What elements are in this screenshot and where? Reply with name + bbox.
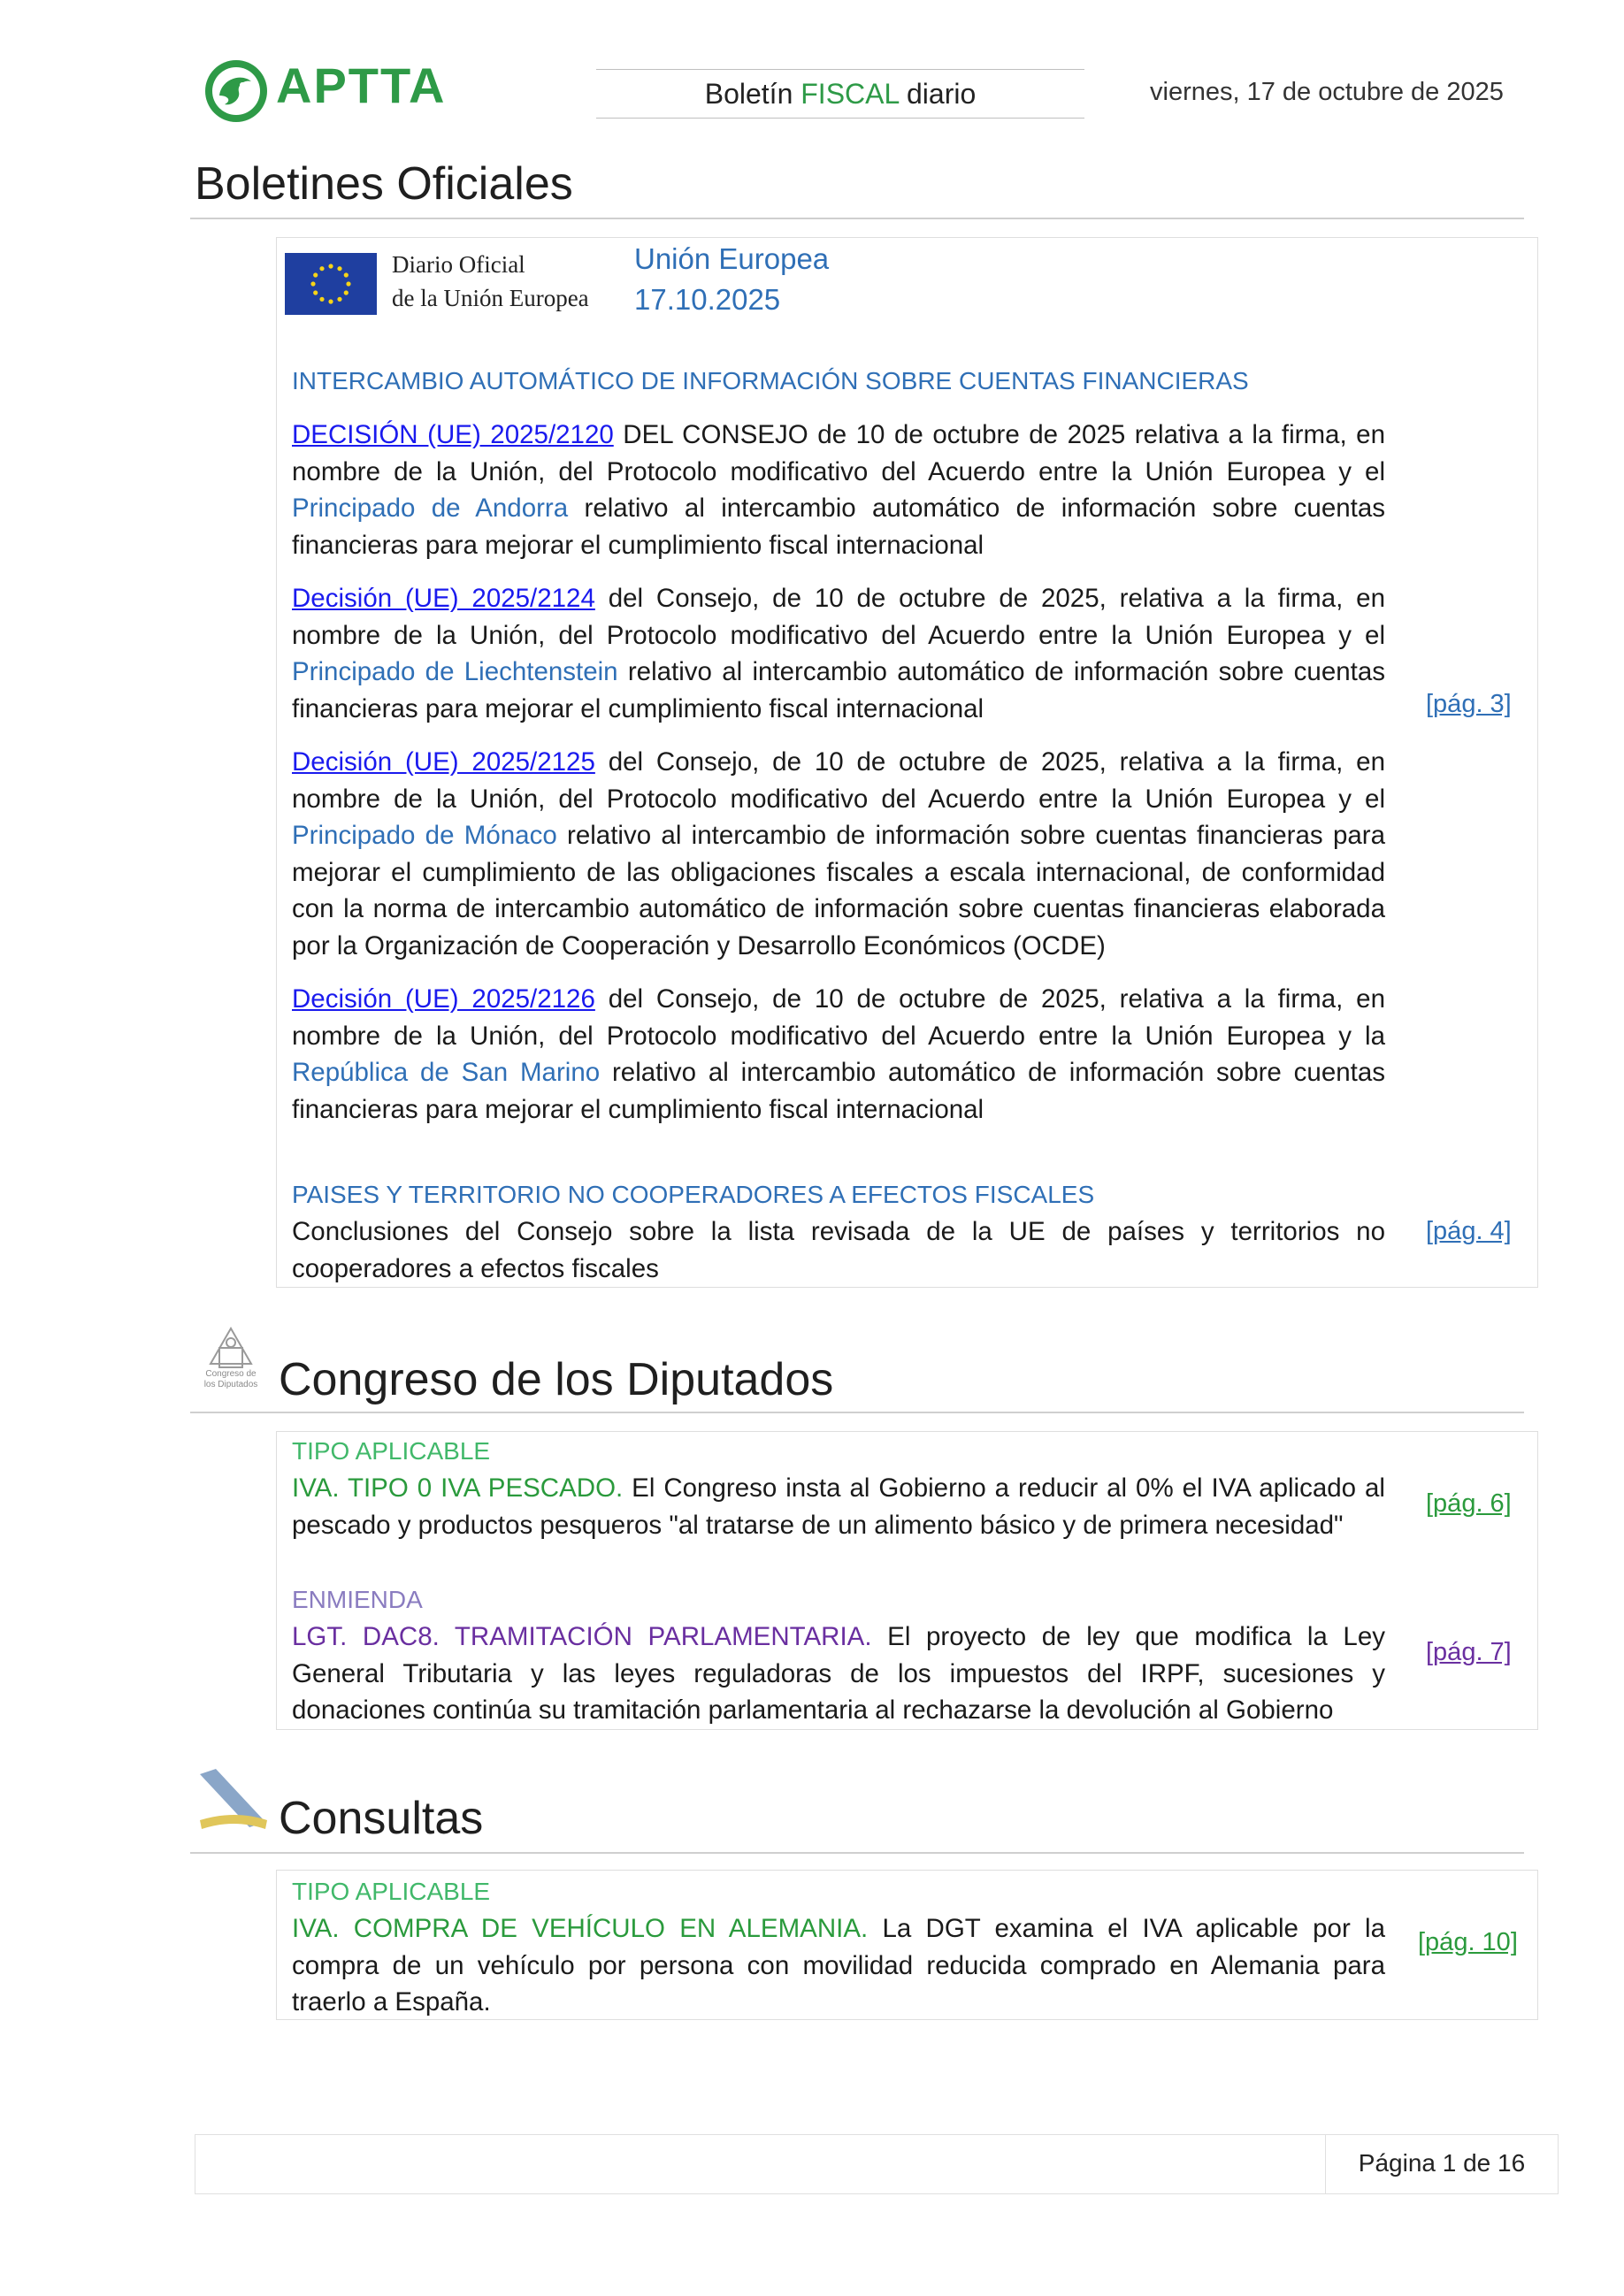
item-headline: LGT. DAC8. TRAMITACIÓN PARLAMENTARIA. bbox=[292, 1622, 872, 1651]
list-item-decision-2120 bbox=[292, 417, 1385, 563]
item-country: Principado de Mónaco bbox=[292, 821, 557, 850]
category-intercambio: INTERCAMBIO AUTOMÁTICO DE INFORMACIÓN SOBRE CUENTAS FINANCIERAS bbox=[292, 367, 1249, 394]
section-title-consultas: Consultas bbox=[279, 1793, 484, 1844]
diario-oficial-ue-label bbox=[392, 248, 589, 315]
item-headline: IVA. TIPO 0 IVA PESCADO. bbox=[292, 1473, 624, 1503]
item-country: Principado de Liechtenstein bbox=[292, 657, 618, 686]
aptta-logo-text: APTTA bbox=[276, 57, 447, 113]
item-text: relativo al intercambio automático de información sobre cuentas financieras para mejorar el cumplimiento fiscal internacional bbox=[292, 494, 1385, 560]
category-tipo-aplicable: TIPO APLICABLE bbox=[292, 1437, 491, 1465]
list-item-lgt-dac8 bbox=[292, 1619, 1385, 1729]
bulletin-title-prefix: Boletín bbox=[704, 78, 801, 110]
section-title-boletines: Boletines Oficiales bbox=[195, 158, 573, 210]
doue-line2: de la Unión Europea bbox=[392, 285, 589, 311]
page-ref-link[interactable]: [pág. 6] bbox=[1426, 1489, 1512, 1518]
list-item-conclusiones: Conclusiones del Consejo sobre la lista revisada de la UE de países y territorios no cooperadores a efectos fiscales bbox=[292, 1217, 1385, 1283]
item-text: relativo al intercambio automático de información sobre cuentas financieras para mejorar el cumplimiento fiscal internacional bbox=[292, 657, 1385, 723]
bulletin-title bbox=[596, 69, 1084, 119]
footer-divider bbox=[1325, 2134, 1326, 2194]
bulletin-title-accent: FISCAL bbox=[801, 78, 900, 110]
ue-heading bbox=[634, 239, 829, 320]
bulletin-title-suffix: diario bbox=[899, 78, 977, 110]
page-ref-link[interactable]: [pág. 4] bbox=[1426, 1217, 1512, 1245]
eu-flag-icon bbox=[285, 253, 377, 315]
item-text: El Congreso insta al Gobierno a reducir al 0% el IVA aplicado al pescado y productos pesqueros "al tratarse de un alimento básico y de primera necesidad" bbox=[292, 1473, 1385, 1540]
aptta-logo-icon bbox=[205, 60, 267, 122]
item-text: del Consejo, de 10 de octubre de 2025, relativa a la firma, en nombre de la Unión, del Protocolo modificativo del Acuerdo entre la Unión Europea y el bbox=[292, 747, 1385, 814]
page-number: Página 1 de 16 bbox=[1358, 2149, 1526, 2177]
category-enmienda: ENMIENDA bbox=[292, 1586, 423, 1613]
item-text: relativo al intercambio de información sobre cuentas financieras para mejorar el cumplimiento de las obligaciones fiscales a escala internacional, de conformidad con la norma de intercambio automático de información sobre cuentas financieras elaborada por la Organización de Cooperación y Desarrollo Económicos (OCDE) bbox=[292, 821, 1385, 960]
item-text: del Consejo, de 10 de octubre de 2025, relativa a la firma, en nombre de la Unión, del Protocolo modificativo del Acuerdo entre la Unión Europea y la bbox=[292, 984, 1385, 1051]
page-ref-link[interactable]: [pág. 10] bbox=[1418, 1928, 1518, 1956]
item-headline: IVA. COMPRA DE VEHÍCULO EN ALEMANIA. bbox=[292, 1914, 869, 1943]
section-divider bbox=[190, 218, 1524, 219]
item-text: El proyecto de ley que modifica la Ley General Tributaria y las leyes reguladoras de los impuestos del IRPF, sucesiones y donaciones continúa su tramitación parlamentaria al rechazarse la devolución al Gobierno bbox=[292, 1622, 1385, 1725]
item-country: República de San Marino bbox=[292, 1058, 601, 1087]
category-no-cooperadores: PAISES Y TERRITORIO NO COOPERADORES A EFECTOS FISCALES bbox=[292, 1181, 1095, 1208]
item-text: relativo al intercambio automático de información sobre cuentas financieras para mejorar el cumplimiento fiscal internacional bbox=[292, 1058, 1385, 1124]
ue-date: 17.10.2025 bbox=[634, 283, 781, 316]
list-item-iva-vehiculo bbox=[292, 1910, 1385, 2021]
list-item-decision-2126 bbox=[292, 981, 1385, 1128]
congreso-logo-caption-line2: los Diputados bbox=[203, 1380, 258, 1389]
item-text: DEL CONSEJO de 10 de octubre de 2025 relativa a la firma, en nombre de la Unión, del Protocolo modificativo del Acuerdo entre la Unión Europea y el bbox=[292, 420, 1385, 486]
list-item-decision-2124 bbox=[292, 580, 1385, 727]
decision-2124-link[interactable]: Decisión (UE) 2025/2124 bbox=[292, 584, 595, 613]
page-ref-link[interactable]: [pág. 7] bbox=[1426, 1638, 1512, 1666]
congreso-logo-caption bbox=[198, 1369, 264, 1390]
list-item-iva-pescado bbox=[292, 1470, 1385, 1543]
section-divider bbox=[190, 1412, 1524, 1413]
agencia-tributaria-logo-icon bbox=[196, 1765, 269, 1833]
congreso-logo-icon bbox=[202, 1321, 260, 1396]
doue-line1: Diario Oficial bbox=[392, 251, 525, 278]
item-country: Principado de Andorra bbox=[292, 494, 569, 523]
item-text: La DGT examina el IVA aplicable por la compra de un vehículo por persona con movilidad reducida comprado en Alemania para traerlo a España. bbox=[292, 1914, 1386, 2017]
section-divider bbox=[190, 1852, 1524, 1854]
bulletin-date: viernes, 17 de octubre de 2025 bbox=[1150, 78, 1504, 106]
ue-region: Unión Europea bbox=[634, 242, 830, 275]
section-title-congreso: Congreso de los Diputados bbox=[279, 1354, 834, 1405]
decision-2120-link[interactable]: DECISIÓN (UE) 2025/2120 bbox=[292, 420, 614, 449]
decision-2126-link[interactable]: Decisión (UE) 2025/2126 bbox=[292, 984, 595, 1014]
category-tipo-aplicable: TIPO APLICABLE bbox=[292, 1878, 491, 1905]
decision-2125-link[interactable]: Decisión (UE) 2025/2125 bbox=[292, 747, 595, 777]
congreso-logo-caption-line1: Congreso de bbox=[205, 1369, 257, 1379]
page-ref-link[interactable]: [pág. 3] bbox=[1426, 690, 1512, 718]
item-text: del Consejo, de 10 de octubre de 2025, relativa a la firma, en nombre de la Unión, del Protocolo modificativo del Acuerdo entre la Unión Europea y el bbox=[292, 584, 1385, 650]
list-item-decision-2125 bbox=[292, 744, 1385, 964]
